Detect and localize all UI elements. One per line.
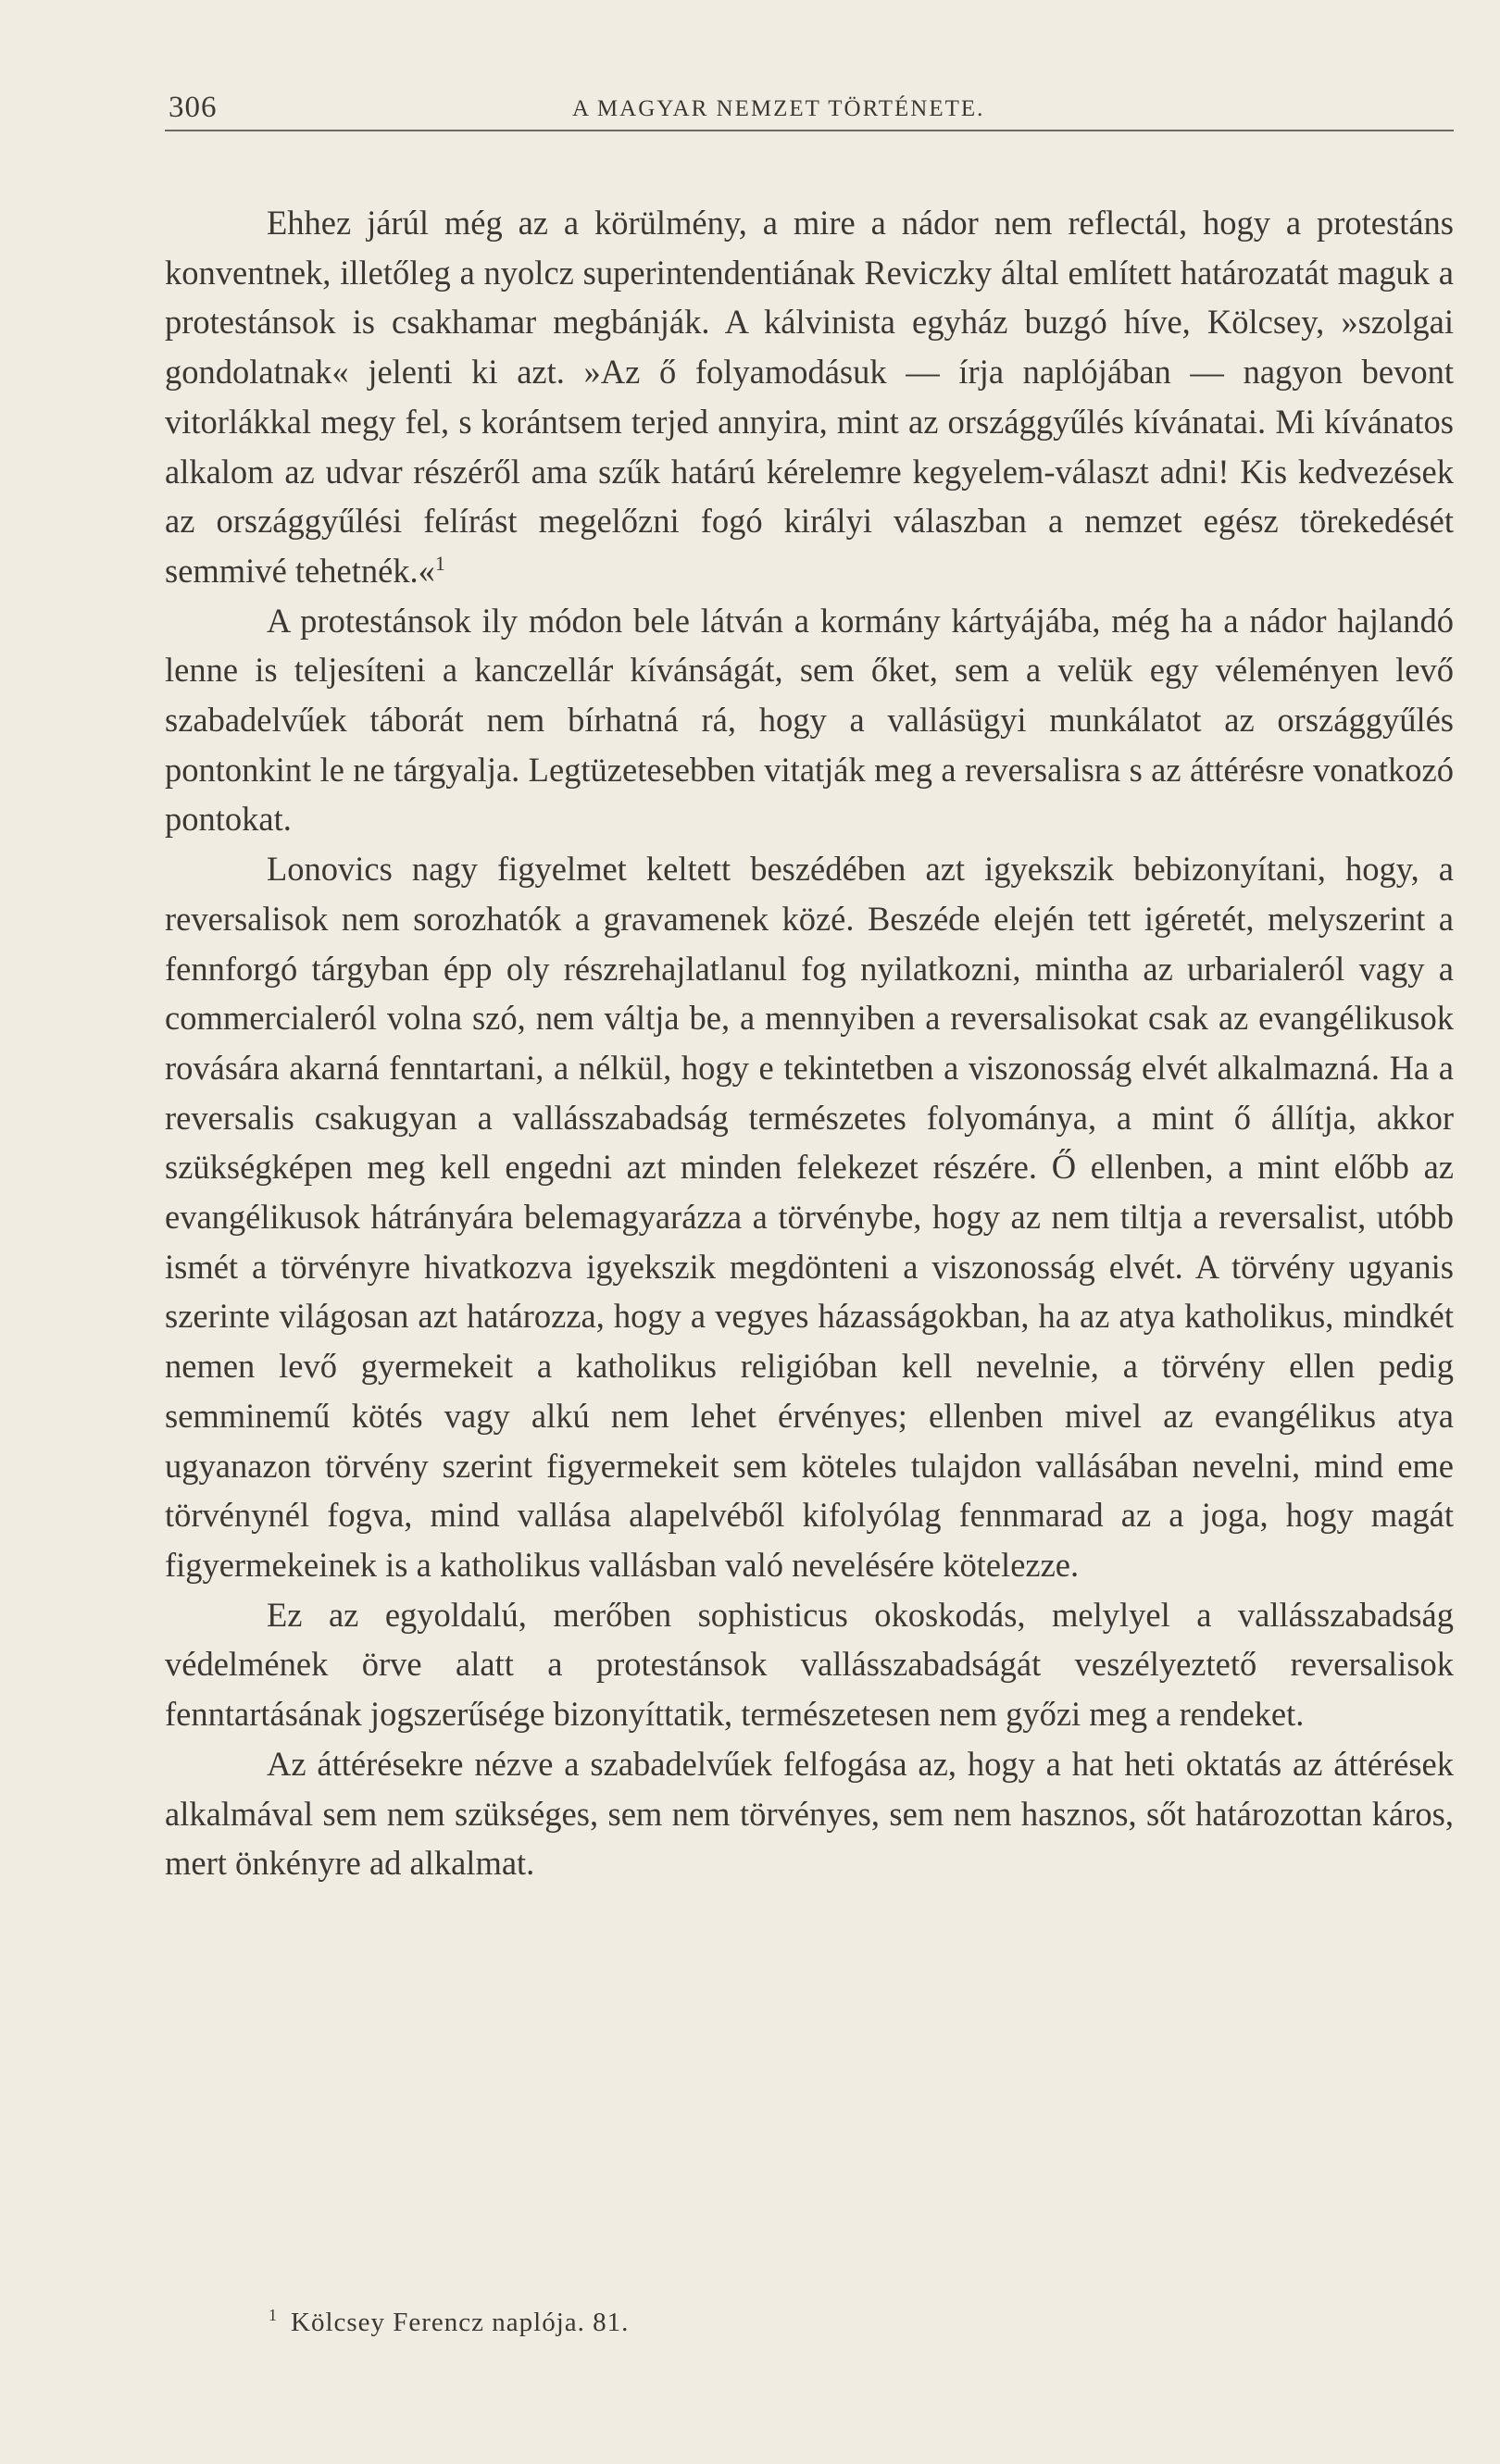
paragraph-1 bbox=[165, 198, 1454, 596]
paragraph-3: Lonovics nagy figyelmet keltett beszédében azt igyekszik bebizonyítani, hogy, a reversalisok nem sorozhatók a gravamenek közé. Beszéde elején tett igéretét, melyszerint a fennforgó tárgyban épp oly részrehajlatlanul fog nyilatkozni, mintha az urbarialeról vagy a commercialeról volna szó, nem váltja be, a mennyiben a reversalisokat csak az evangélikusok rovására akarná fenntartani, a nélkül, hogy e tekintetben a viszonosság elvét alkalmazná. Ha a reversalis csakugyan a vallásszabadság természetes folyománya, a mint ő állítja, akkor szükségképen meg kell engedni azt minden felekezet részére. Ő ellenben, a mint előbb az evangélikusok hátrányára belemagyarázza a törvénybe, hogy az nem tiltja a reversalist, utóbb ismét a törvényre hivatkozva igyekszik megdönteni a viszonosság elvét. A törvény ugyanis szerinte világosan azt határozza, hogy a vegyes házasságokban, ha az atya katholikus, mindkét nemen levő gyermekeit a katholikus religióban kell nevelnie, a törvény ellen pedig semminemű kötés vagy alkú nem lehet érvényes; ellenben mivel az evangélikus atya ugyanazon törvény szerint figyermekeit sem köteles tulajdon vallásában nevelni, mind eme törvénynél fogva, mind vallása alapelvéből kifolyólag fennmarad az a joga, hogy magát figyermekeinek is a katholikus vallásban való nevelésére kötelezze. bbox=[165, 850, 1454, 1584]
paragraph-2: A protestánsok ily módon bele látván a kormány kártyájába, még ha a nádor hajlandó lenne is teljesíteni a kanczellár kívánságát, sem őket, sem a velük egy véleményen levő szabadelvűek táborát nem bírhatná rá, hogy a vallásügyi munkálatot az országgyűlés pontonkint le ne tárgyalja. Legtüzetesebben vitatják meg a reversalisra s az áttérésre vonatkozó pontokat. bbox=[165, 601, 1454, 839]
paragraph-4: Ez az egyoldalú, merőben sophisticus okoskodás, melylyel a vallásszabadság védelmének örve alatt a protestánsok vallásszabadságát veszélyeztető reversalisok fenntartásának jogszerűsége bizonyíttatik, természetesen nem győzi meg a rendeket. bbox=[165, 1595, 1454, 1734]
running-head bbox=[165, 89, 1454, 131]
body-text bbox=[165, 198, 1454, 1888]
paragraph-1-text: Ehhez járúl még az a körülmény, a mire a nádor nem reflectál, hogy a protestáns konventnek, illetőleg a nyolcz superintendentiának Reviczky által említett határozatát maguk a protestánsok is csakhamar megbánják. A kálvinista egyház buzgó híve, Kölcsey, »szolgai gondolatnak« jelenti ki azt. »Az ő folyamodásuk — írja naplójában — nagyon bevont vitorlákkal megy fel, s korántsem terjed annyira, mint az országgyűlés kívánatai. Mi kívánatos alkalom az udvar részéről ama szűk határú kérelemre kegyelem-választ adni! Kis kedvezések az országgyűlési felírást megelőzni fogó királyi válaszban a nemzet egész törekedését semmivé tehetnék.« bbox=[165, 204, 1454, 590]
footnote-reference: 1 bbox=[434, 551, 445, 575]
paragraph-5: Az áttérésekre nézve a szabadelvűek felfogása az, hogy a hat heti oktatás az áttérések alkalmával sem nem szükséges, sem nem törvényes, sem nem hasznos, sőt határozottan káros, mert önkényre ad alkalmat. bbox=[165, 1744, 1454, 1883]
page-number: 306 bbox=[169, 91, 218, 124]
footnote-text: Kölcsey Ferencz naplója. 81. bbox=[291, 2308, 630, 2337]
footnote bbox=[269, 2308, 629, 2338]
footnote-marker: 1 bbox=[269, 2306, 278, 2325]
running-title: A MAGYAR NEMZET TÖRTÉNETE. bbox=[572, 96, 985, 121]
